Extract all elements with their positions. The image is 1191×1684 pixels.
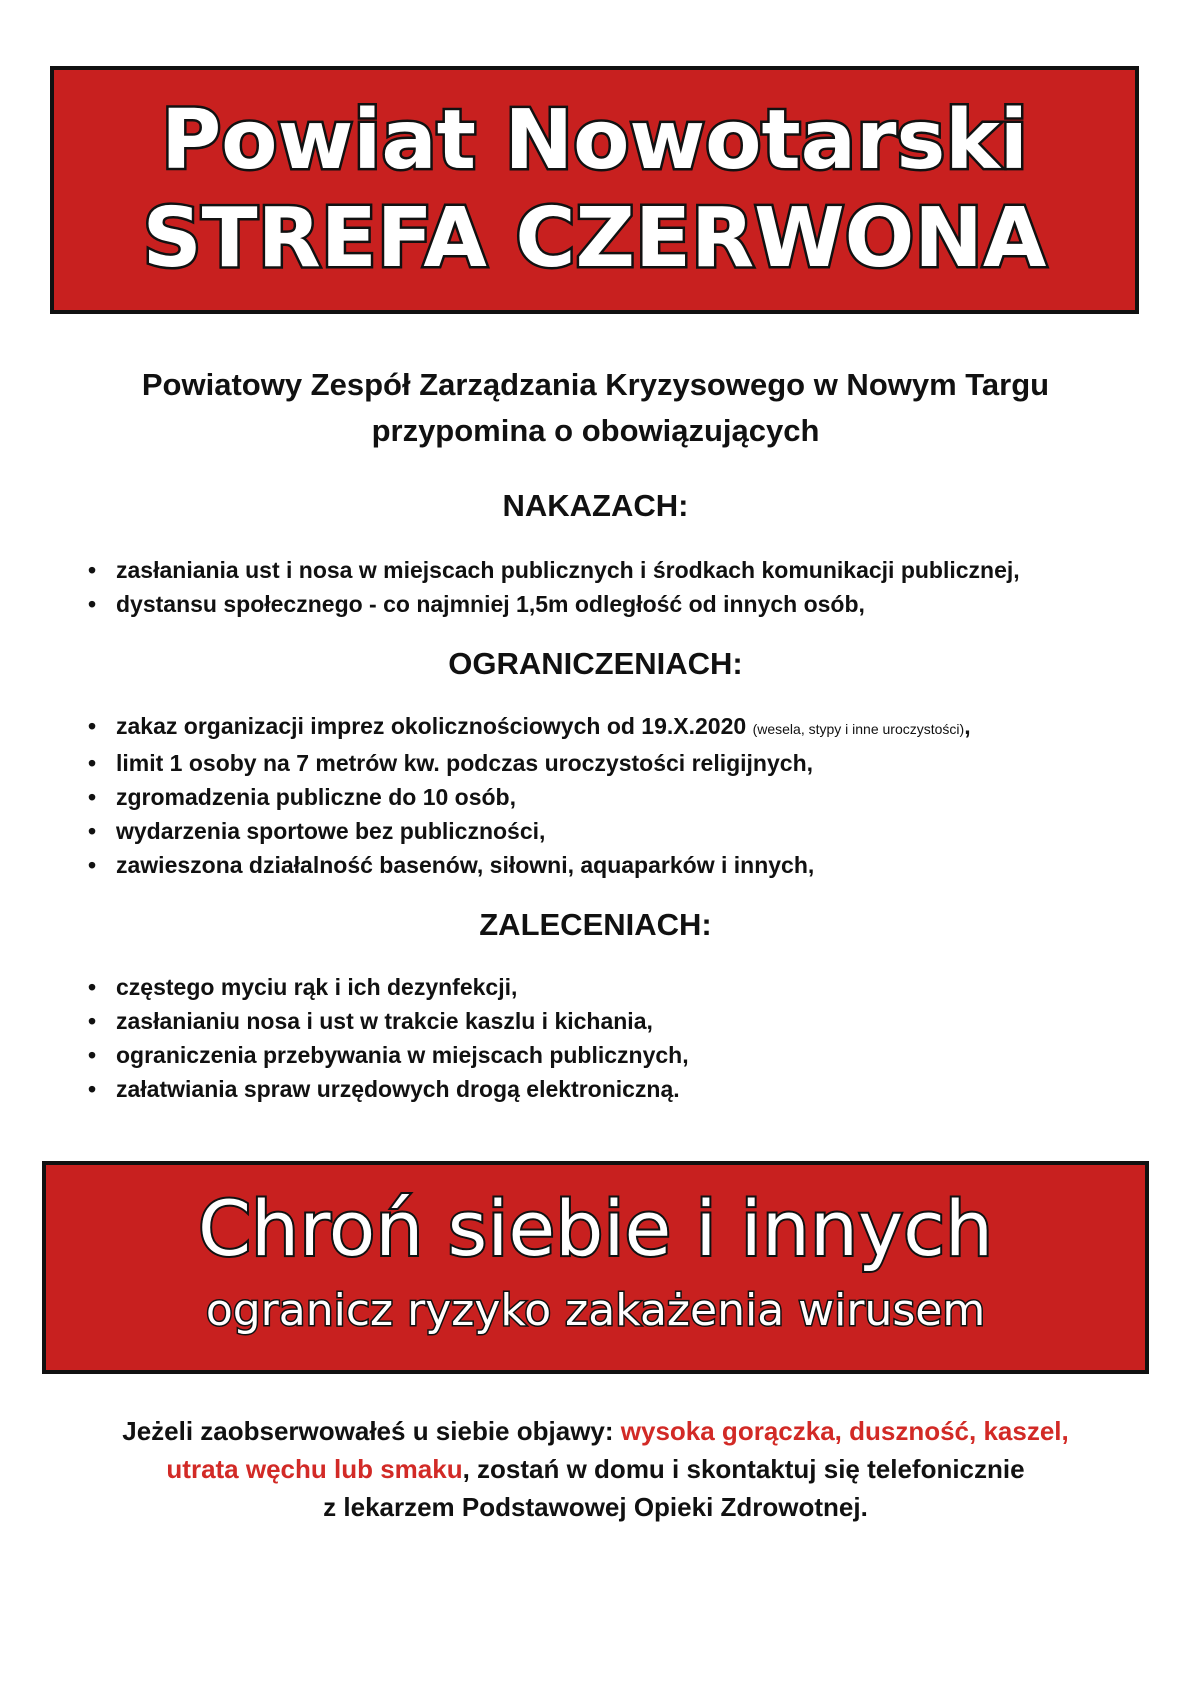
- bullet-icon: •: [88, 713, 97, 739]
- list-item: [88, 1038, 689, 1072]
- header-title-line2: STREFA CZERWONA: [142, 191, 1047, 286]
- list-item: [88, 709, 971, 746]
- list-zaleceniach: [88, 970, 689, 1106]
- list-item-suffix: ,: [964, 713, 971, 739]
- bullet-icon: •: [88, 784, 97, 810]
- slogan-banner: [42, 1161, 1149, 1374]
- list-item-note: (wesela, stypy i inne uroczystości): [752, 721, 965, 737]
- intro-line1: Powiatowy Zespół Zarządzania Kryzysowego w Nowym Targu: [141, 367, 1050, 402]
- header-title-line1: Powiat Nowotarski: [161, 93, 1028, 188]
- heading-ograniczeniach: OGRANICZENIACH:: [448, 646, 743, 681]
- footer-line1: [0, 1412, 1191, 1450]
- list-item: [88, 1004, 689, 1038]
- list-item-text: zasłanianiu nosa i ust w trakcie kaszlu i kichania,: [116, 1008, 653, 1034]
- footer-symptoms-line1: wysoka gorączka, duszność, kaszel,: [620, 1416, 1069, 1446]
- list-item-text: częstego myciu rąk i ich dezynfekcji,: [116, 974, 518, 1000]
- list-item: [88, 970, 689, 1004]
- bullet-icon: •: [88, 750, 97, 776]
- footer-symptoms-line2: utrata węchu lub smaku: [166, 1454, 463, 1484]
- footer-text: [0, 1412, 1191, 1526]
- bullet-icon: •: [88, 1042, 97, 1068]
- list-item-text: limit 1 osoby na 7 metrów kw. podczas uroczystości religijnych,: [116, 750, 814, 776]
- list-nakazach: [88, 553, 1020, 621]
- list-ograniczeniach: [88, 709, 971, 882]
- bullet-icon: •: [88, 557, 97, 583]
- footer-line2: [0, 1450, 1191, 1488]
- list-item: [88, 780, 971, 814]
- list-item: [88, 553, 1020, 587]
- list-item-text: wydarzenia sportowe bez publiczności,: [116, 818, 546, 844]
- intro-text: [0, 362, 1191, 454]
- bullet-icon: •: [88, 1076, 97, 1102]
- heading-zaleceniach: ZALECENIACH:: [479, 907, 712, 942]
- footer-line3: z lekarzem Podstawowej Opieki Zdrowotnej.: [323, 1492, 868, 1522]
- list-item: [88, 587, 1020, 621]
- heading-nakazach: NAKAZACH:: [502, 488, 689, 523]
- slogan-sub: ogranicz ryzyko zakażenia wirusem: [205, 1285, 986, 1336]
- intro-line2: przypomina o obowiązujących: [371, 413, 820, 448]
- bullet-icon: •: [88, 818, 97, 844]
- header-banner: [50, 66, 1139, 314]
- slogan-main: Chroń siebie i innych: [197, 1184, 994, 1273]
- bullet-icon: •: [88, 1008, 97, 1034]
- list-item: [88, 814, 971, 848]
- bullet-icon: •: [88, 591, 97, 617]
- list-item-text: zawieszona działalność basenów, siłowni, aquaparków i innych,: [116, 852, 815, 878]
- list-item-text: załatwiania spraw urzędowych drogą elektroniczną.: [116, 1076, 680, 1102]
- list-item-text: ograniczenia przebywania w miejscach publicznych,: [116, 1042, 689, 1068]
- list-item: [88, 746, 971, 780]
- list-item-text: zasłaniania ust i nosa w miejscach publicznych i środkach komunikacji publicznej,: [116, 557, 1020, 583]
- bullet-icon: •: [88, 852, 97, 878]
- list-item-text: zakaz organizacji imprez okolicznościowych od 19.X.2020: [116, 713, 747, 739]
- list-item-text: zgromadzenia publiczne do 10 osób,: [116, 784, 516, 810]
- bullet-icon: •: [88, 974, 97, 1000]
- footer-part2: , zostań w domu i skontaktuj się telefonicznie: [462, 1454, 1025, 1484]
- list-item: [88, 848, 971, 882]
- list-item-text: dystansu społecznego - co najmniej 1,5m odległość od innych osób,: [116, 591, 865, 617]
- list-item: [88, 1072, 689, 1106]
- footer-part1: Jeżeli zaobserwowałeś u siebie objawy:: [122, 1416, 621, 1446]
